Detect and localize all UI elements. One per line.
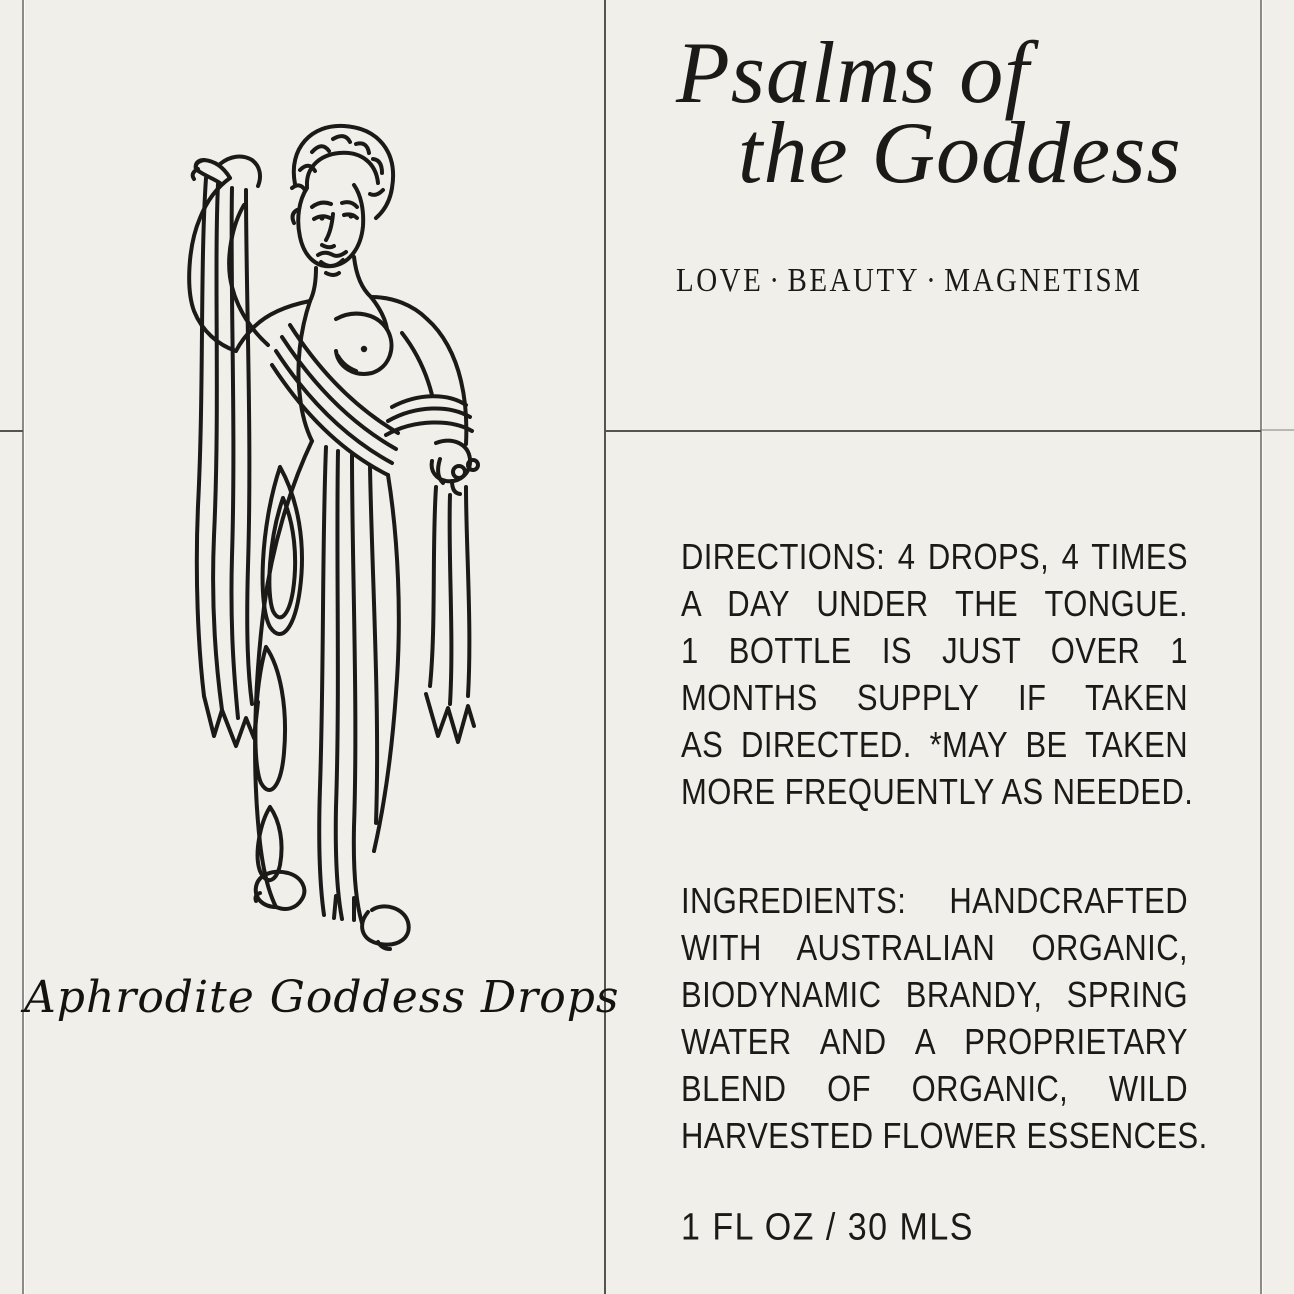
- product-name-script: Aphrodite Goddess Drops: [24, 972, 620, 1023]
- tagline-word-love: LOVE: [676, 262, 764, 299]
- statue-eye-right-pupil: [348, 213, 353, 218]
- ingredients-line: INGREDIENTS: HANDCRAFTED: [681, 879, 1188, 922]
- tagline-word-beauty: BEAUTY: [787, 262, 921, 299]
- ingredients-line: WITH AUSTRALIAN ORGANIC,: [681, 926, 1188, 969]
- brand-title-line-2: the Goddess: [738, 105, 1182, 202]
- tagline-separator-dot: ·: [769, 262, 782, 299]
- directions-line: A DAY UNDER THE TONGUE.: [681, 582, 1188, 625]
- divider-horizontal-left-flap: [0, 430, 23, 432]
- directions-line: 1 BOTTLE IS JUST OVER 1: [681, 629, 1188, 672]
- brand-title-line-1: Psalms of: [676, 25, 1030, 122]
- statue-skirt: [255, 441, 399, 923]
- ingredients-line: BIODYNAMIC BRANDY, SPRING: [681, 973, 1188, 1016]
- aphrodite-statue-illustration: [140, 106, 496, 952]
- directions-line: DIRECTIONS: 4 DROPS, 4 TIMES: [681, 535, 1188, 578]
- divider-horizontal-right-flap: [1262, 429, 1294, 431]
- directions-paragraph: [681, 535, 1194, 822]
- directions-line: MONTHS SUPPLY IF TAKEN: [681, 676, 1188, 719]
- directions-line: AS DIRECTED. *MAY BE TAKEN: [681, 723, 1188, 766]
- volume-text: 1 FL OZ / 30 MLS: [681, 1206, 974, 1249]
- ingredients-line: HARVESTED FLOWER ESSENCES.: [681, 1114, 1208, 1157]
- ingredients-paragraph: [681, 879, 1208, 1166]
- directions-line: MORE FREQUENTLY AS NEEDED.: [681, 770, 1194, 813]
- statue-detail-dot: [361, 346, 367, 352]
- tagline-separator-dot: ·: [926, 262, 939, 299]
- brand-title: [676, 25, 1182, 202]
- fold-line-right: [1260, 0, 1262, 1294]
- statue-drapery-right: [426, 487, 474, 742]
- tagline: [676, 262, 1192, 300]
- fold-line-left: [22, 0, 24, 1294]
- statue-feet: [256, 872, 409, 949]
- tagline-word-magnetism: MAGNETISM: [944, 262, 1143, 299]
- panel-divider-vertical: [604, 0, 606, 1294]
- statue-sash: [272, 325, 398, 475]
- ingredients-line: BLEND OF ORGANIC, WILD: [681, 1067, 1188, 1110]
- statue-eye-left-pupil: [319, 215, 324, 220]
- divider-horizontal-right-panel: [605, 430, 1261, 432]
- statue-extended-arm: [386, 319, 478, 494]
- ingredients-line: WATER AND A PROPRIETARY: [681, 1020, 1188, 1063]
- statue-head: [292, 126, 393, 275]
